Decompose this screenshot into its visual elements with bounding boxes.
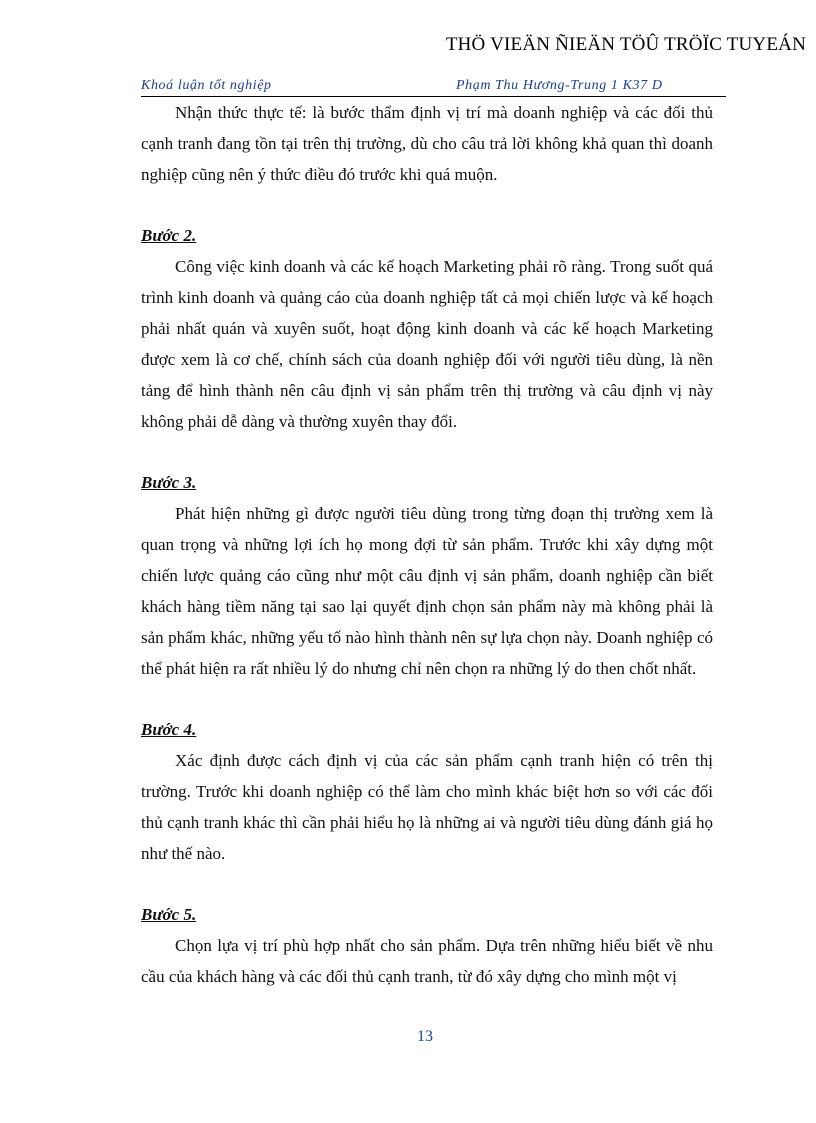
step-heading: Bước 2. [141,226,197,245]
header-thesis-label: Khoá luận tốt nghiệp [141,78,272,93]
step-paragraph: Công việc kinh doanh và các kế hoạch Marketing phải rõ ràng. Trong suốt quá trình kinh doanh và quảng cáo của doanh nghiệp tất cả mọi chiến lược và kế hoạch phải nhất quán và xuyên suốt, hoạt động kinh doanh và các kế hoạch Marketing được xem là cơ chế, chính sách của doanh nghiệp đối với người tiêu dùng, là nền tảng để hình thành nên câu định vị sản phẩm trên thị trường và câu định vị này không phải dễ dàng và thường xuyên thay đổi. [141,257,713,431]
step-heading: Bước 4. [141,720,197,739]
site-watermark: THÖ VIEÄN ÑIEÄN TÖÛ TRÖÏC TUYEÁN [445,34,806,55]
step-paragraph: Phát hiện những gì được người tiêu dùng trong từng đoạn thị trường xem là quan trọng và những lợi ích họ mong đợi từ sản phẩm. Trước khi xây dựng một chiến lược quảng cáo cũng như một câu định vị sản phẩm, doanh nghiệp cần biết khách hàng tiềm năng tại sao lại quyết định chọn sản phẩm này mà không phải là sản phẩm khác, những yếu tố nào hình thành nên sự lựa chọn này. Doanh nghiệp có thể phát hiện ra rất nhiều lý do nhưng chỉ nên chọn ra những lý do then chốt nhất. [141,504,713,678]
header-author: Phạm Thu Hương-Trung 1 K37 D [456,78,663,93]
step-heading: Bước 3. [141,473,197,492]
intro-paragraph: Nhận thức thực tế: là bước thẩm định vị trí mà doanh nghiệp và các đối thủ cạnh tranh đang tồn tại trên thị trường, dù cho câu trả lời không khả quan thì doanh nghiệp cũng nên ý thức điều đó trước khi quá muộn. [141,103,713,184]
step-paragraph: Chọn lựa vị trí phù hợp nhất cho sản phẩm. Dựa trên những hiểu biết về nhu cầu của khách hàng và các đối thủ cạnh tranh, từ đó xây dựng cho mình một vị [141,936,713,986]
document-body [141,97,713,992]
page-number: 13 [417,1028,433,1045]
step-paragraph: Xác định được cách định vị của các sản phẩm cạnh tranh hiện có trên thị trường. Trước khi doanh nghiệp có thể làm cho mình khác biệt hơn so với các đối thủ cạnh tranh khác thì cần phải hiểu họ là những ai và người tiêu dùng đánh giá họ như thế nào. [141,751,713,863]
page-header [141,75,726,97]
step-heading: Bước 5. [141,905,197,924]
